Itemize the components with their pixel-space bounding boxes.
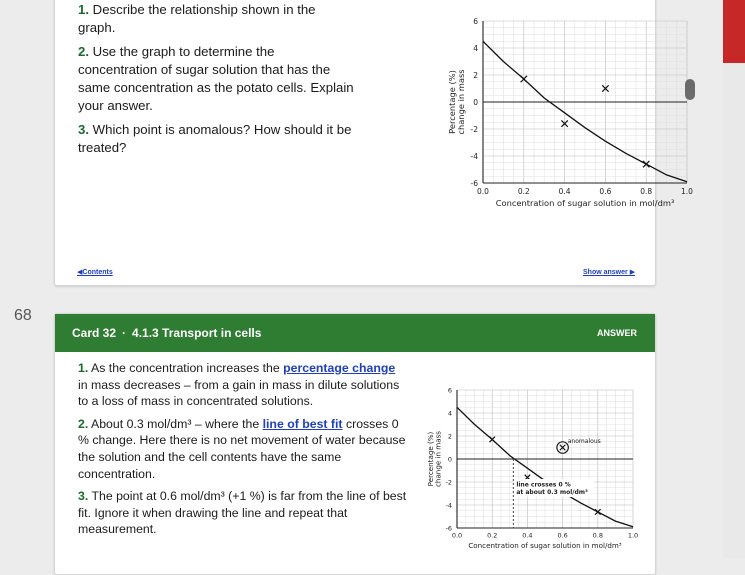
x-tick-label: 0.4 <box>558 187 571 196</box>
page-number: 68 <box>14 307 32 324</box>
answer-text: The point at 0.6 mol/dm³ (+1 %) is far from the line of best fit. Ignore it when drawing the line and repeat that measurement. <box>78 489 407 537</box>
answer-card <box>54 313 656 575</box>
x-tick-label: 1.0 <box>681 187 693 196</box>
question-item <box>78 1 354 37</box>
card-section: 4.1.3 Transport in cells <box>132 326 262 340</box>
card-title <box>72 326 261 340</box>
y-axis-label: change in mass <box>433 431 443 487</box>
y-tick-label: -6 <box>470 179 478 188</box>
y-axis-label: change in mass <box>456 69 466 135</box>
show-answer-link[interactable] <box>583 268 635 276</box>
x-tick-label: 0.8 <box>640 187 653 196</box>
left-triangle-icon: ◀ <box>77 269 83 276</box>
answer-item <box>78 360 408 410</box>
right-triangle-icon: ▶ <box>629 269 636 276</box>
x-axis-label: Concentration of sugar solution in mol/dm³ <box>468 540 622 550</box>
answer-number: 2. <box>78 416 89 431</box>
glossary-link-percentage-change[interactable]: percentage change <box>283 361 396 375</box>
x-tick-label: 0.6 <box>557 531 568 540</box>
y-axis-label: Percentage (%) <box>425 431 435 487</box>
question-number: 2. <box>78 44 89 59</box>
x-tick-label: 0.2 <box>487 531 498 540</box>
y-tick-label: -2 <box>445 478 452 487</box>
answer-item <box>78 488 408 538</box>
card-header <box>55 314 655 352</box>
contents-link-label: Contents <box>82 269 113 276</box>
contents-link[interactable] <box>77 268 113 276</box>
answer-text: in mass decreases – from a gain in mass in dilute solutions to a loss of mass in concentrated solutions. <box>78 377 400 409</box>
y-tick-label: 2 <box>447 432 452 441</box>
answer-number: 3. <box>78 489 89 504</box>
y-tick-label: 4 <box>473 44 478 53</box>
question-text: Use the graph to determine the concentration of sugar solution that has the same concentration as the potato cells. Explain your answer. <box>78 44 354 113</box>
answer-number: 1. <box>78 361 89 375</box>
question-number: 3. <box>78 122 89 137</box>
glossary-link-line-of-best-fit[interactable]: line of best fit <box>262 416 343 431</box>
answer-list <box>78 360 408 544</box>
intercept-label: line crosses 0 % <box>516 481 571 489</box>
x-tick-label: 0.8 <box>592 531 603 540</box>
x-tick-label: 1.0 <box>627 531 639 540</box>
answer-text: As the concentration increases the <box>91 361 280 375</box>
y-tick-label: 0 <box>473 98 478 107</box>
question-item <box>78 43 354 115</box>
y-tick-label: 6 <box>473 17 478 26</box>
x-tick-label: 0.0 <box>477 187 489 196</box>
y-tick-label: 0 <box>447 455 452 464</box>
intercept-label: at about 0.3 mol/dm³ <box>516 489 588 497</box>
question-card <box>54 0 693 286</box>
scrollbar-bookmark <box>723 0 745 63</box>
answer-text: crosses 0 % change. Here there is no net movement of water because the solution and the cell contents have the same concentration. <box>78 416 406 481</box>
y-tick-label: 6 <box>447 386 452 395</box>
y-tick-label: 2 <box>473 71 478 80</box>
answer-item <box>78 416 408 482</box>
y-axis-label: Percentage (%) <box>447 70 457 134</box>
x-tick-label: 0.4 <box>522 531 533 540</box>
y-tick-label: -2 <box>470 125 478 134</box>
x-tick-label: 0.6 <box>599 187 612 196</box>
graph-question <box>377 15 693 223</box>
question-text: Describe the relationship shown in the graph. <box>78 2 316 35</box>
title-separator: · <box>122 326 127 340</box>
anomalous-label: anomalous <box>567 438 601 446</box>
y-tick-label: -6 <box>445 524 452 533</box>
y-tick-label: -4 <box>470 152 478 161</box>
x-axis-label: Concentration of sugar solution in mol/dm³ <box>495 198 675 208</box>
x-tick-label: 0.0 <box>451 531 463 540</box>
y-tick-label: 4 <box>447 409 452 418</box>
x-tick-label: 0.2 <box>517 187 530 196</box>
question-item <box>78 121 354 157</box>
question-text: Which point is anomalous? How should it be treated? <box>78 122 352 155</box>
y-tick-label: -4 <box>445 501 452 510</box>
question-list <box>78 1 354 163</box>
answer-text: About 0.3 mol/dm³ – where the <box>91 416 260 431</box>
graph-answer <box>415 384 651 564</box>
scrollbar-thumb[interactable] <box>685 79 695 100</box>
card-number: Card 32 <box>72 326 117 340</box>
answer-tag: ANSWER <box>597 328 637 338</box>
show-answer-label: Show answer <box>583 269 628 276</box>
question-number: 1. <box>78 2 89 17</box>
scrollbar-track[interactable] <box>723 63 745 558</box>
